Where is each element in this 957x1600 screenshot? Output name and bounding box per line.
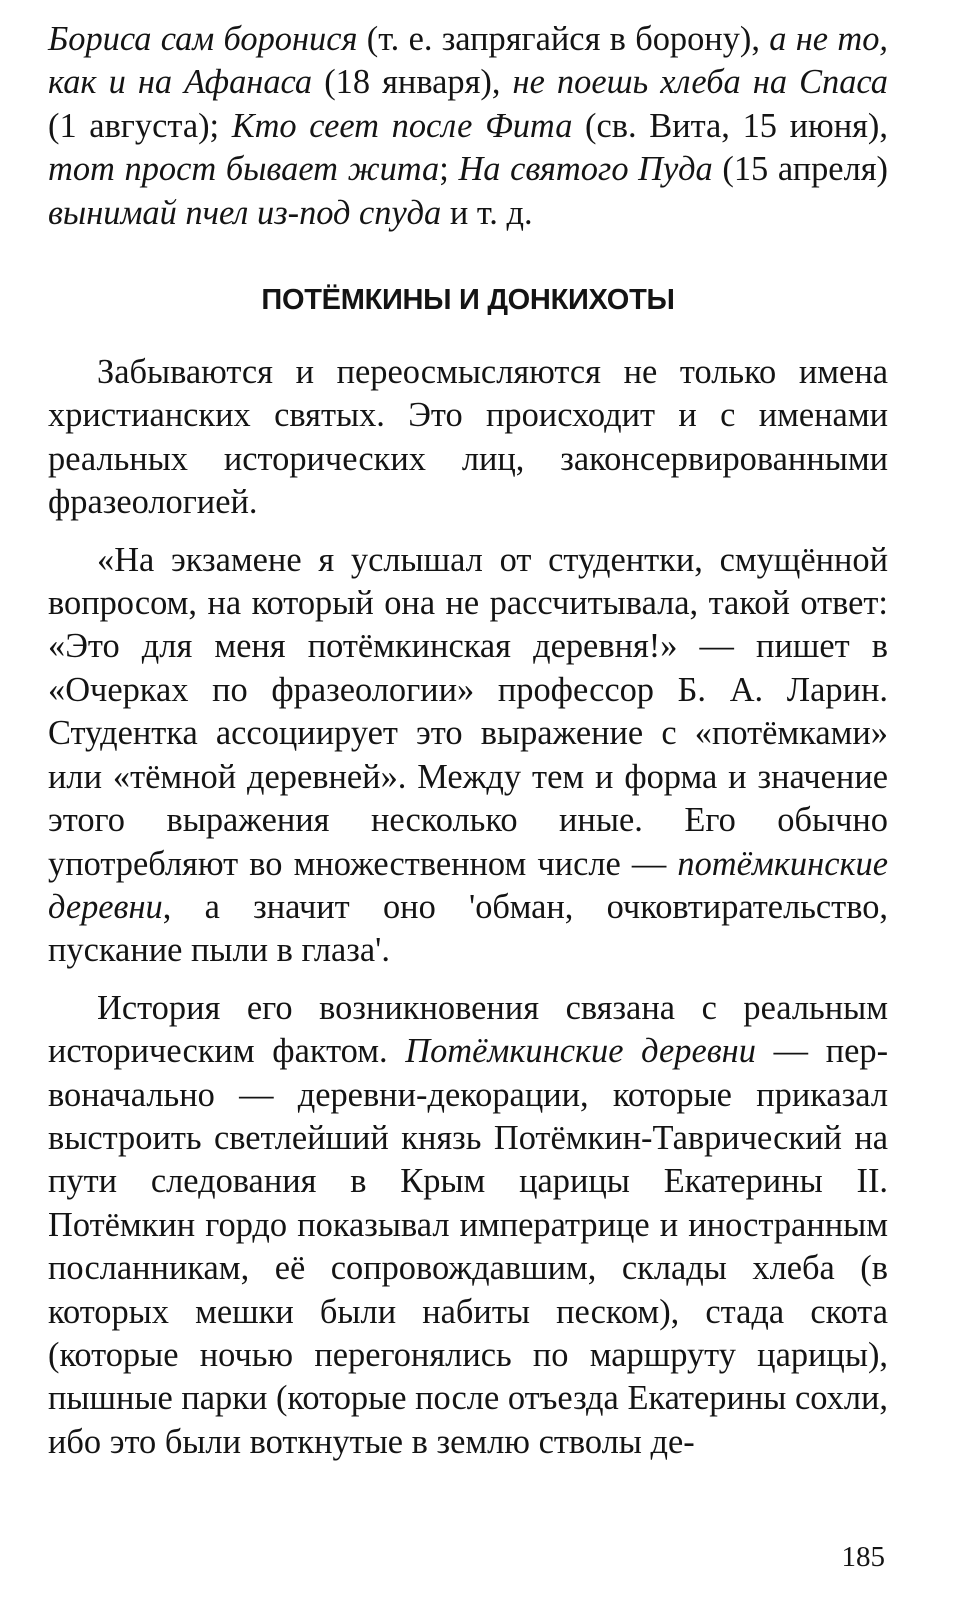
proverb-text: вынимай пчел из-под спуда [48,193,442,232]
proverb-text: а не то, как и на Афанаса [48,20,888,102]
proverb-text: тот прост бывает жита [48,150,440,189]
gloss-text: (15 апреля) [712,150,889,189]
paragraph-intro: Забываются и переосмысляются не только имена христианских святых. Это происходит и с именами реальных исторических лиц, законсервированными фразеологией. [48,353,888,522]
body-text: , а значит оно 'обман, очковтирательство, пускание пыли в глаза'. [48,887,888,970]
body-text: — первоначально — деревни-декорации, которые приказал выстроить светлейший князь Потёмкин-Таврический на пути следования в Крым царицы Екатерины II. Потёмкин гордо показывал императрице и иностранным посланникам, её сопровождавшим, склады хлеба (в которых мешки были набиты песком), стада скота (которые ночью перегонялись по маршруту царицы), пышные парки (которые после отъезда Екатерины сохли, ибо это были воткнутые в землю стволы де- [48,1032,889,1461]
proverb-text: Бориса сам боронися [48,20,358,58]
section-title: ПОТЁМКИНЫ И ДОНКИХОТЫ [261,284,675,317]
paragraph-proverbs [48,18,888,235]
gloss-text: и т. д. [441,193,533,232]
proverb-text: На святого Пуда [458,150,713,189]
proverb-text: не поешь хлеба на Спаса [512,63,888,102]
body-text: История его возникновения связана с реальным историческим фактом. [48,988,888,1071]
gloss-text: (1 августа); [48,106,232,145]
gloss-text: (18 января), [312,63,513,102]
gloss-text: (т. е. запрягайся в борону), [357,20,770,58]
body-text: «На экзамене я услышал от студентки, смущённой вопросом, на который она не рассчитывала, такой ответ: «Это для меня потёмкинская деревня!» — пишет в «Очерках по фразеологии» профессор Б. А. Ларин. Студентка ассоциирует это выражение с «потёмками» или «тёмной деревней». Между тем и форма и значение этого выражения несколько иные. Его обычно употребляют во множественном числе — [48,540,888,883]
italic-term: Потёмкинские деревни [405,1032,756,1071]
book-page [48,18,888,1464]
paragraph-history [48,987,888,1464]
paragraph-larin-quote [48,539,888,973]
proverb-text: Кто сеет после Фита [231,106,573,145]
gloss-text: ; [439,150,459,189]
italic-term: потёмкинские деревни [48,844,888,926]
gloss-text: (св. Вита, 15 июня), [572,106,888,145]
page-number: 185 [841,1541,885,1573]
